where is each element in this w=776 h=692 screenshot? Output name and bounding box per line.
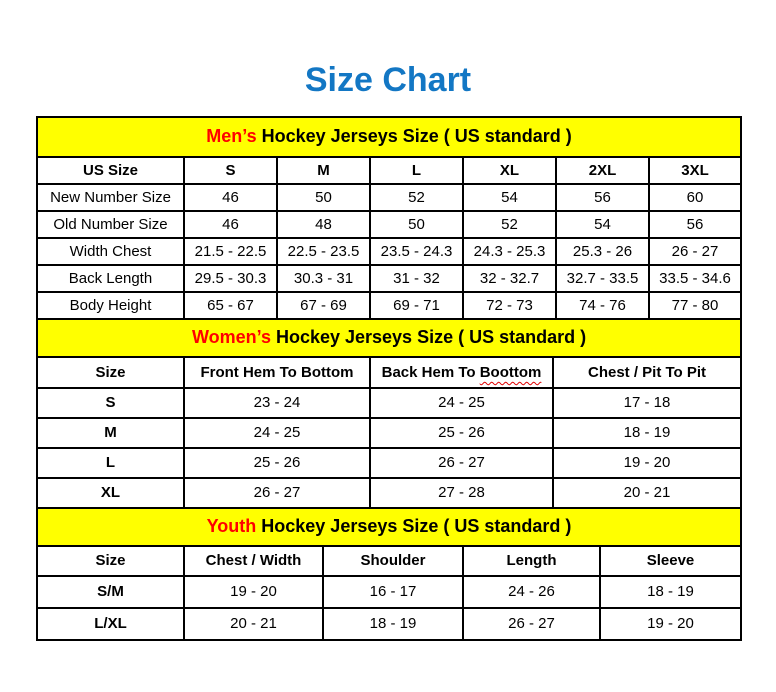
row-label: M — [37, 418, 184, 448]
size-tables — [36, 116, 740, 641]
youth-section-title — [37, 508, 741, 546]
size-cell: 18 - 19 — [323, 608, 463, 640]
mens-section-header — [37, 117, 741, 157]
youth-section-title-rest: Hockey Jerseys Size ( US standard ) — [256, 516, 572, 537]
mens-size-table — [36, 116, 742, 320]
mens-section-title-rest: Hockey Jerseys Size ( US standard ) — [256, 126, 572, 147]
size-cell: 25 - 26 — [184, 448, 370, 478]
size-cell: 26 - 27 — [370, 448, 553, 478]
size-cell: 23.5 - 24.3 — [370, 238, 463, 265]
size-cell: 52 — [463, 211, 556, 238]
womens-section-title — [37, 319, 741, 357]
column-header: Chest / Pit To Pit — [553, 357, 741, 388]
size-cell: 19 - 20 — [184, 576, 323, 608]
size-cell: 65 - 67 — [184, 292, 277, 319]
size-cell: 67 - 69 — [277, 292, 370, 319]
size-cell: 24 - 25 — [370, 388, 553, 418]
size-cell: 54 — [463, 184, 556, 211]
womens-section-title-accent: Women’s — [191, 327, 271, 348]
size-cell: 46 — [184, 184, 277, 211]
page-title: Size Chart — [304, 61, 472, 99]
mens-section-title — [37, 117, 741, 157]
column-header: Length — [463, 546, 600, 576]
size-cell: 20 - 21 — [184, 608, 323, 640]
size-cell: 19 - 20 — [553, 448, 741, 478]
size-cell: 20 - 21 — [553, 478, 741, 508]
table-row — [37, 388, 741, 418]
size-cell: 29.5 - 30.3 — [184, 265, 277, 292]
table-row — [37, 418, 741, 448]
size-cell: 50 — [277, 184, 370, 211]
row-label: XL — [37, 478, 184, 508]
mens-column-header-row — [37, 157, 741, 184]
size-cell: 17 - 18 — [553, 388, 741, 418]
column-header: Sleeve — [600, 546, 741, 576]
spellcheck-squiggle-word: Boottom — [479, 363, 542, 381]
youth-column-header-row — [37, 546, 741, 576]
table-row — [37, 478, 741, 508]
size-cell: 31 - 32 — [370, 265, 463, 292]
column-header: 2XL — [556, 157, 649, 184]
column-header: 3XL — [649, 157, 741, 184]
womens-column-header-row — [37, 357, 741, 388]
size-cell: 69 - 71 — [370, 292, 463, 319]
table-row — [37, 448, 741, 478]
size-cell: 60 — [649, 184, 741, 211]
row-label: Old Number Size — [37, 211, 184, 238]
size-cell: 21.5 - 22.5 — [184, 238, 277, 265]
size-cell: 50 — [370, 211, 463, 238]
column-header: Chest / Width — [184, 546, 323, 576]
size-cell: 32.7 - 33.5 — [556, 265, 649, 292]
youth-section-title-accent: Youth — [206, 516, 257, 537]
column-header: XL — [463, 157, 556, 184]
size-cell: 23 - 24 — [184, 388, 370, 418]
column-header: L — [370, 157, 463, 184]
size-cell: 54 — [556, 211, 649, 238]
womens-section-header — [37, 319, 741, 357]
size-cell: 56 — [556, 184, 649, 211]
size-cell: 22.5 - 23.5 — [277, 238, 370, 265]
table-row — [37, 238, 741, 265]
mens-section-title-accent: Men’s — [206, 126, 257, 147]
size-cell: 24 - 26 — [463, 576, 600, 608]
table-row — [37, 292, 741, 319]
row-label: Body Height — [37, 292, 184, 319]
size-cell: 30.3 - 31 — [277, 265, 370, 292]
youth-section-header — [37, 508, 741, 546]
size-cell: 48 — [277, 211, 370, 238]
row-label: S/M — [37, 576, 184, 608]
size-cell: 26 - 27 — [649, 238, 741, 265]
size-cell: 26 - 27 — [463, 608, 600, 640]
size-cell: 25.3 - 26 — [556, 238, 649, 265]
column-header: Size — [37, 357, 184, 388]
size-cell: 19 - 20 — [600, 608, 741, 640]
size-cell: 24 - 25 — [184, 418, 370, 448]
column-header: US Size — [37, 157, 184, 184]
size-cell: 24.3 - 25.3 — [463, 238, 556, 265]
size-cell: 18 - 19 — [553, 418, 741, 448]
column-header: Front Hem To Bottom — [184, 357, 370, 388]
table-row — [37, 576, 741, 608]
row-label: Width Chest — [37, 238, 184, 265]
youth-size-table — [36, 507, 742, 641]
size-cell: 74 - 76 — [556, 292, 649, 319]
row-label: L — [37, 448, 184, 478]
size-cell: 32 - 32.7 — [463, 265, 556, 292]
row-label: New Number Size — [37, 184, 184, 211]
table-row — [37, 184, 741, 211]
table-row — [37, 211, 741, 238]
table-row — [37, 265, 741, 292]
row-label: S — [37, 388, 184, 418]
size-cell: 52 — [370, 184, 463, 211]
table-row — [37, 608, 741, 640]
womens-size-table — [36, 318, 742, 509]
row-label: Back Length — [37, 265, 184, 292]
row-label: L/XL — [37, 608, 184, 640]
size-cell: 16 - 17 — [323, 576, 463, 608]
size-cell: 27 - 28 — [370, 478, 553, 508]
size-cell: 26 - 27 — [184, 478, 370, 508]
size-cell: 56 — [649, 211, 741, 238]
column-header-misspelled — [370, 357, 553, 388]
size-cell: 77 - 80 — [649, 292, 741, 319]
column-header: S — [184, 157, 277, 184]
womens-section-title-rest: Hockey Jerseys Size ( US standard ) — [270, 327, 587, 348]
column-header: M — [277, 157, 370, 184]
size-cell: 46 — [184, 211, 277, 238]
size-cell: 18 - 19 — [600, 576, 741, 608]
column-header: Shoulder — [323, 546, 463, 576]
column-header-text: Back Hem To — [381, 363, 480, 381]
size-cell: 72 - 73 — [463, 292, 556, 319]
size-cell: 25 - 26 — [370, 418, 553, 448]
column-header: Size — [37, 546, 184, 576]
size-cell: 33.5 - 34.6 — [649, 265, 741, 292]
